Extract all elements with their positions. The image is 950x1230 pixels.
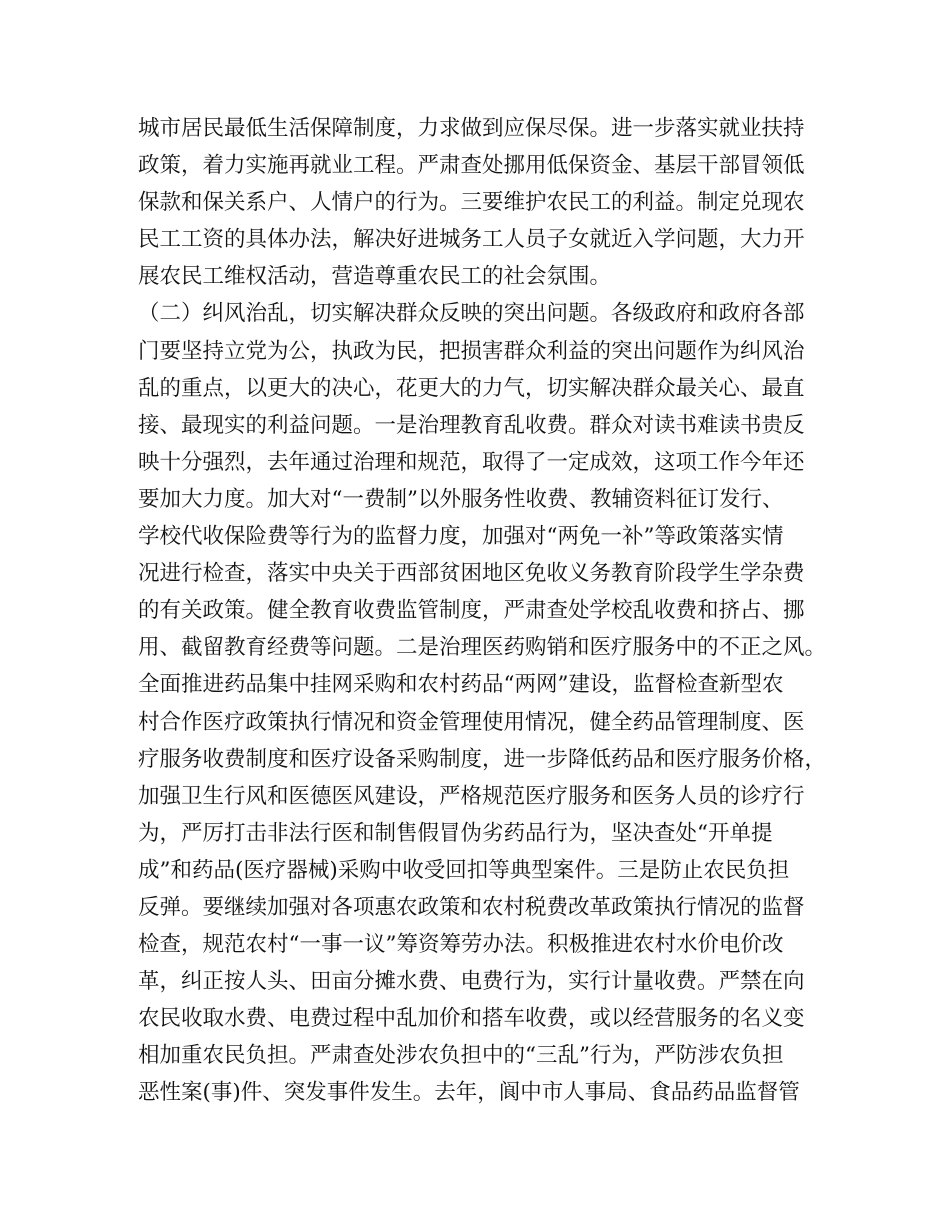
text-line: 革，纠正按人头、田亩分摊水费、电费行为，实行计量收费。严禁在向 <box>138 969 805 995</box>
section-heading-line: （二）纠风治乱，切实解决群众反映的突出问题。各级政府和政府各部 <box>138 301 805 327</box>
text-line: 的有关政策。健全教育收费监管制度，严肃查处学校乱收费和挤占、挪 <box>138 598 805 624</box>
text-line: 学校代收保险费等行为的监督力度，加强对“两免一补”等政策落实情 <box>138 524 784 550</box>
text-line: 加强卫生行风和医德医风建设，严格规范医疗服务和医务人员的诊疗行 <box>138 783 805 809</box>
text-line: 保款和保关系户、人情户的行为。三要维护农民工的利益。制定兑现农 <box>138 190 805 216</box>
text-line: 乱的重点，以更大的决心，花更大的力气，切实解决群众最关心、最直 <box>138 375 805 401</box>
text-line: 成”和药品(医疗器械)采购中收受回扣等典型案件。三是防止农民负担 <box>138 857 790 883</box>
text-line: 相加重农民负担。严肃查处涉农负担中的“三乱”行为，严防涉农负担 <box>138 1043 784 1069</box>
text-line: 检查，规范农村“一事一议”筹资筹劳办法。积极推进农村水价电价改 <box>138 932 784 958</box>
text-line: 农民收取水费、电费过程中乱加价和搭车收费，或以经营服务的名义变 <box>138 1006 805 1032</box>
text-line: 要加大力度。加大对“一费制”以外服务性收费、教辅资料征订发行、 <box>138 486 784 512</box>
text-line: 疗服务收费制度和医疗设备采购制度，进一步降低药品和医疗服务价格， <box>138 746 827 772</box>
text-line: 展农民工维权活动，营造尊重农民工的社会氛围。 <box>138 264 612 290</box>
text-line: 民工工资的具体办法，解决好进城务工人员子女就近入学问题，大力开 <box>138 227 805 253</box>
text-line: 反弹。要继续加强对各项惠农政策和农村税费改革政策执行情况的监督 <box>138 894 805 920</box>
text-line: 况进行检查，落实中央关于西部贫困地区免收义务教育阶段学生学杂费 <box>138 561 805 587</box>
text-line: 村合作医疗政策执行情况和资金管理使用情况，健全药品管理制度、医 <box>138 709 805 735</box>
text-line: 映十分强烈，去年通过治理和规范，取得了一定成效，这项工作今年还 <box>138 449 805 475</box>
text-line: 政策，着力实施再就业工程。严肃查处挪用低保资金、基层干部冒领低 <box>138 153 805 179</box>
text-line: 城市居民最低生活保障制度，力求做到应保尽保。进一步落实就业扶持 <box>138 116 805 141</box>
text-line: 接、最现实的利益问题。一是治理教育乱收费。群众对读书难读书贵反 <box>138 412 805 438</box>
text-line: 为，严厉打击非法行医和制售假冒伪劣药品行为，坚决查处“开单提 <box>138 820 773 846</box>
text-line: 恶性案(事)件、突发事件发生。去年，阆中市人事局、食品药品监督管 <box>138 1080 800 1106</box>
text-line: 用、截留教育经费等问题。二是治理医药购销和医疗服务中的不正之风。 <box>138 635 827 661</box>
body-text <box>138 110 828 1112</box>
text-line: 全面推进药品集中挂网采购和农村药品“两网”建设，监督检查新型农 <box>138 672 784 698</box>
text-line: 门要坚持立党为公，执政为民，把损害群众利益的突出问题作为纠风治 <box>138 338 805 364</box>
